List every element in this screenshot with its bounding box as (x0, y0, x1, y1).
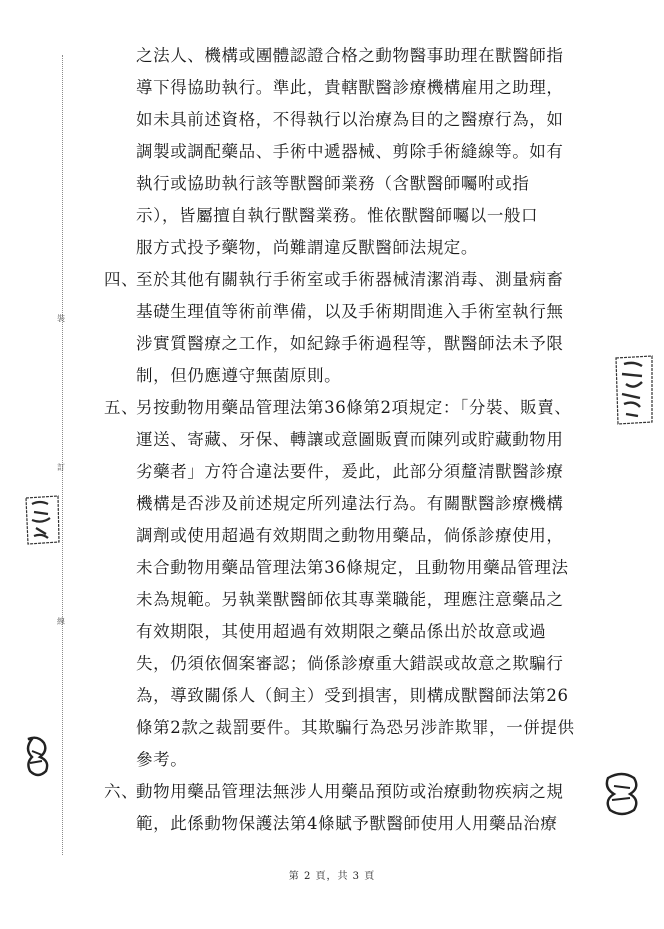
document-body (104, 40, 584, 840)
page-footer: 第 2 頁，共 3 頁 (288, 871, 376, 882)
text-line: 參考。 (136, 750, 188, 769)
text-line: 基礎生理值等術前準備，以及手術期間進入手術室執行無 (136, 302, 564, 321)
text-line: 劣藥者」方符合違法要件，爰此，此部分須釐清獸醫診療 (136, 462, 564, 481)
text-line: 未合動物用藥品管理法第36條規定，且動物用藥品管理法 (136, 558, 569, 577)
text-line: 執行或協助執行該等獸醫師業務（含獸醫師囑咐或指 (136, 174, 530, 193)
text-line: 如未具前述資格，不得執行以治療為目的之醫療行為，如 (136, 110, 564, 129)
text-line: 動物用藥品管理法無涉人用藥品預防或治療動物疾病之規 (136, 782, 564, 801)
text-line: 條第2款之裁罰要件。其欺騙行為恐另涉詐欺罪，一併提供 (136, 718, 575, 737)
item-number: 四、 (104, 270, 139, 289)
text-line: 範，此係動物保護法第4條賦予獸醫師使用人用藥品治療 (136, 814, 558, 833)
text-line: 有效期限，其使用超過有效期限之藥品係出於故意或過 (136, 622, 547, 641)
text-line: 未為規範。另執業獸醫師依其專業職能，理應注意藥品之 (136, 590, 564, 609)
text-line: 導下得協助執行。準此，貴轄獸醫診療機構雇用之助理， (136, 78, 564, 97)
binding-margin-line (62, 55, 63, 855)
stamp-fragment-right (602, 770, 642, 816)
text-line: 制，但仍應遵守無菌原則。 (136, 366, 342, 385)
text-line: 服方式投予藥物，尚難謂違反獸醫師法規定。 (136, 238, 478, 257)
item-number: 六、 (104, 782, 139, 801)
text-line: 運送、寄藏、牙保、轉讓或意圖販賣而陳列或貯藏動物用 (136, 430, 564, 449)
binding-mark-zhuang: 裝 (57, 314, 65, 323)
item-number: 五、 (104, 398, 139, 417)
text-line: 涉實質醫療之工作，如紀錄手術過程等，獸醫師法未予限 (136, 334, 564, 353)
binding-mark-xian: 線 (57, 617, 65, 626)
stamp-fragment-left (22, 733, 52, 779)
text-line: 機構是否涉及前述規定所列違法行為。有關獸醫診療機構 (136, 494, 564, 513)
text-line: 調製或調配藥品、手術中遞器械、剪除手術縫線等。如有 (136, 142, 564, 161)
text-line: 失，仍須依個案審認；倘係診療重大錯誤或故意之欺騙行 (136, 654, 564, 673)
text-line: 示），皆屬擅自執行獸醫業務。惟依獸醫師囑以一般口 (136, 206, 539, 225)
list-item-6 (104, 776, 584, 840)
list-item-4 (104, 264, 584, 392)
text-line: 至於其他有關執行手術室或手術器械清潔消毒、測量病畜 (136, 270, 564, 289)
text-line: 為，導致關係人（飼主）受到損害，則構成獸醫師法第26 (136, 686, 569, 705)
seal-stamp-left (22, 492, 62, 548)
text-line: 調劑或使用超過有效期間之動物用藥品，倘係診療使用， (136, 526, 564, 545)
text-line: 之法人、機構或團體認證合格之動物醫事助理在獸醫師指 (136, 46, 564, 65)
paragraph-continuation (104, 40, 584, 264)
seal-stamp-right (612, 354, 654, 426)
text-line: 另按動物用藥品管理法第36條第2項規定：「分裝、販賣、 (136, 398, 572, 417)
list-item-5 (104, 392, 584, 776)
binding-mark-ding: 訂 (57, 463, 65, 472)
